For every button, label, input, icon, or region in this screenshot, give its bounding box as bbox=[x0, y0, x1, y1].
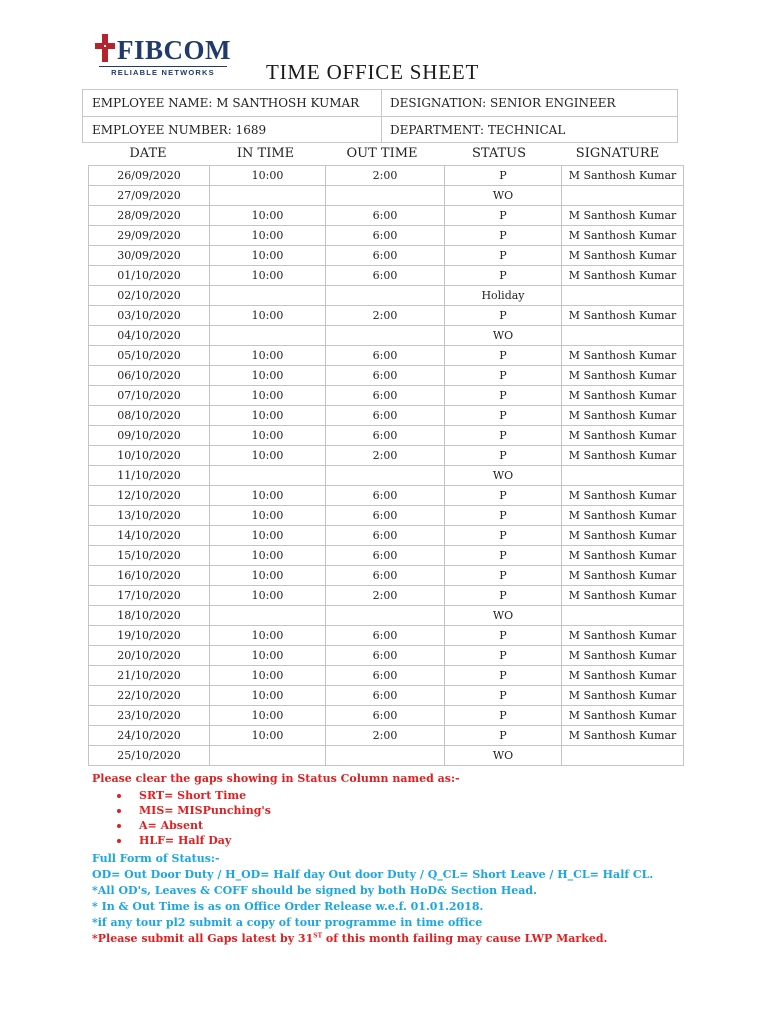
cell-signature: M Santhosh Kumar bbox=[562, 506, 684, 526]
cell-status: P bbox=[445, 526, 562, 546]
header-out-time: OUT TIME bbox=[346, 146, 418, 161]
table-row bbox=[89, 226, 684, 246]
cell-in-time: 10:00 bbox=[210, 586, 326, 606]
cell-signature: M Santhosh Kumar bbox=[562, 566, 684, 586]
employee-department: DEPARTMENT: TECHNICAL bbox=[390, 123, 566, 137]
table-row bbox=[89, 286, 684, 306]
cell-in-time bbox=[210, 606, 326, 626]
cell-signature: M Santhosh Kumar bbox=[562, 206, 684, 226]
cell-in-time: 10:00 bbox=[210, 506, 326, 526]
cell-out-time: 6:00 bbox=[326, 246, 445, 266]
cell-in-time: 10:00 bbox=[210, 486, 326, 506]
header-in-time: IN TIME bbox=[236, 146, 295, 161]
cell-status: P bbox=[445, 366, 562, 386]
cell-date: 17/10/2020 bbox=[89, 586, 210, 606]
cell-out-time: 6:00 bbox=[326, 626, 445, 646]
cell-out-time: 2:00 bbox=[326, 166, 445, 186]
cell-status: P bbox=[445, 346, 562, 366]
table-row bbox=[89, 626, 684, 646]
cell-status: WO bbox=[445, 746, 562, 766]
cell-signature: M Santhosh Kumar bbox=[562, 366, 684, 386]
table-header bbox=[82, 146, 682, 164]
cell-status: P bbox=[445, 226, 562, 246]
cell-out-time bbox=[326, 606, 445, 626]
cell-signature: M Santhosh Kumar bbox=[562, 246, 684, 266]
table-row bbox=[89, 426, 684, 446]
cell-signature: M Santhosh Kumar bbox=[562, 546, 684, 566]
cell-status: P bbox=[445, 446, 562, 466]
cell-out-time: 2:00 bbox=[326, 726, 445, 746]
cell-date: 30/09/2020 bbox=[89, 246, 210, 266]
cell-date: 28/09/2020 bbox=[89, 206, 210, 226]
cell-out-time: 2:00 bbox=[326, 446, 445, 466]
bullet-text: A= Absent bbox=[139, 819, 204, 832]
header-date: DATE bbox=[129, 146, 167, 161]
cell-out-time: 6:00 bbox=[326, 566, 445, 586]
cell-in-time: 10:00 bbox=[210, 426, 326, 446]
cell-out-time: 6:00 bbox=[326, 546, 445, 566]
info-divider-horizontal bbox=[83, 116, 677, 117]
page-title: TIME OFFICE SHEET bbox=[266, 60, 480, 84]
cell-out-time: 6:00 bbox=[326, 706, 445, 726]
cell-status: P bbox=[445, 646, 562, 666]
cell-date: 07/10/2020 bbox=[89, 386, 210, 406]
cell-date: 13/10/2020 bbox=[89, 506, 210, 526]
cell-in-time: 10:00 bbox=[210, 266, 326, 286]
cell-date: 25/10/2020 bbox=[89, 746, 210, 766]
cell-date: 22/10/2020 bbox=[89, 686, 210, 706]
cell-signature: M Santhosh Kumar bbox=[562, 306, 684, 326]
table-row bbox=[89, 686, 684, 706]
cell-in-time: 10:00 bbox=[210, 726, 326, 746]
cell-signature: M Santhosh Kumar bbox=[562, 486, 684, 506]
cell-signature: M Santhosh Kumar bbox=[562, 346, 684, 366]
bullet-icon bbox=[117, 824, 121, 828]
cell-status: P bbox=[445, 686, 562, 706]
table-row bbox=[89, 206, 684, 226]
cell-date: 11/10/2020 bbox=[89, 466, 210, 486]
table-row bbox=[89, 266, 684, 286]
cell-out-time: 2:00 bbox=[326, 586, 445, 606]
cell-in-time: 10:00 bbox=[210, 646, 326, 666]
cell-out-time: 2:00 bbox=[326, 306, 445, 326]
employee-info-box bbox=[82, 89, 678, 143]
cell-date: 20/10/2020 bbox=[89, 646, 210, 666]
table-row bbox=[89, 726, 684, 746]
cell-signature bbox=[562, 186, 684, 206]
cell-status: P bbox=[445, 506, 562, 526]
cell-signature: M Santhosh Kumar bbox=[562, 266, 684, 286]
cell-in-time: 10:00 bbox=[210, 666, 326, 686]
cell-date: 23/10/2020 bbox=[89, 706, 210, 726]
cell-in-time: 10:00 bbox=[210, 686, 326, 706]
cell-in-time bbox=[210, 286, 326, 306]
cell-in-time: 10:00 bbox=[210, 206, 326, 226]
cell-status: P bbox=[445, 706, 562, 726]
cell-in-time bbox=[210, 326, 326, 346]
header-signature: SIGNATURE bbox=[575, 146, 660, 161]
table-row bbox=[89, 566, 684, 586]
cell-date: 18/10/2020 bbox=[89, 606, 210, 626]
logo-divider bbox=[99, 66, 227, 67]
note-tour: *if any tour pl2 submit a copy of tour programme in time office bbox=[92, 916, 483, 929]
cell-signature: M Santhosh Kumar bbox=[562, 426, 684, 446]
cell-out-time: 6:00 bbox=[326, 686, 445, 706]
cell-out-time: 6:00 bbox=[326, 486, 445, 506]
cell-signature: M Santhosh Kumar bbox=[562, 446, 684, 466]
cell-date: 06/10/2020 bbox=[89, 366, 210, 386]
cell-out-time: 6:00 bbox=[326, 266, 445, 286]
cell-in-time bbox=[210, 186, 326, 206]
cell-out-time bbox=[326, 746, 445, 766]
employee-name: EMPLOYEE NAME: M SANTHOSH KUMAR bbox=[92, 96, 360, 110]
logo-cross-icon bbox=[95, 34, 115, 62]
cell-out-time bbox=[326, 326, 445, 346]
table-row bbox=[89, 306, 684, 326]
cell-status: P bbox=[445, 726, 562, 746]
cell-date: 24/10/2020 bbox=[89, 726, 210, 746]
cell-date: 05/10/2020 bbox=[89, 346, 210, 366]
table-row bbox=[89, 346, 684, 366]
logo-name: FIBCOM bbox=[117, 35, 231, 65]
cell-out-time: 6:00 bbox=[326, 206, 445, 226]
cell-out-time bbox=[326, 466, 445, 486]
bullet-icon bbox=[117, 839, 121, 843]
cell-date: 16/10/2020 bbox=[89, 566, 210, 586]
cell-out-time: 6:00 bbox=[326, 366, 445, 386]
table-row bbox=[89, 446, 684, 466]
cell-out-time bbox=[326, 286, 445, 306]
cell-status: P bbox=[445, 266, 562, 286]
table-row bbox=[89, 326, 684, 346]
cell-status: P bbox=[445, 166, 562, 186]
cell-in-time: 10:00 bbox=[210, 346, 326, 366]
cell-out-time: 6:00 bbox=[326, 506, 445, 526]
cell-status: WO bbox=[445, 466, 562, 486]
note-submit-sup: ST bbox=[313, 932, 323, 940]
cell-status: WO bbox=[445, 326, 562, 346]
note-submit-suffix: of this month failing may cause LWP Marked. bbox=[322, 932, 608, 945]
cell-out-time: 6:00 bbox=[326, 426, 445, 446]
cell-date: 21/10/2020 bbox=[89, 666, 210, 686]
table-row bbox=[89, 546, 684, 566]
table-row bbox=[89, 186, 684, 206]
bullet-text: HLF= Half Day bbox=[139, 834, 232, 847]
cell-status: P bbox=[445, 626, 562, 646]
header-status: STATUS bbox=[471, 146, 527, 161]
company-logo bbox=[95, 32, 235, 80]
attendance-table bbox=[88, 165, 684, 766]
table-row bbox=[89, 246, 684, 266]
cell-status: P bbox=[445, 666, 562, 686]
employee-designation: DESIGNATION: SENIOR ENGINEER bbox=[390, 96, 616, 110]
employee-number: EMPLOYEE NUMBER: 1689 bbox=[92, 123, 267, 137]
cell-status: P bbox=[445, 206, 562, 226]
cell-signature bbox=[562, 746, 684, 766]
cell-in-time: 10:00 bbox=[210, 406, 326, 426]
table-row bbox=[89, 526, 684, 546]
cell-signature: M Santhosh Kumar bbox=[562, 406, 684, 426]
table-row bbox=[89, 586, 684, 606]
cell-signature: M Santhosh Kumar bbox=[562, 526, 684, 546]
cell-date: 02/10/2020 bbox=[89, 286, 210, 306]
cell-in-time: 10:00 bbox=[210, 706, 326, 726]
cell-signature: M Santhosh Kumar bbox=[562, 166, 684, 186]
cell-signature bbox=[562, 466, 684, 486]
cell-status: P bbox=[445, 406, 562, 426]
note-submit-prefix: *Please submit all Gaps latest by 31 bbox=[92, 932, 314, 945]
table-row bbox=[89, 606, 684, 626]
cell-status: P bbox=[445, 486, 562, 506]
cell-signature: M Santhosh Kumar bbox=[562, 686, 684, 706]
cell-out-time: 6:00 bbox=[326, 346, 445, 366]
table-row bbox=[89, 366, 684, 386]
cell-signature: M Santhosh Kumar bbox=[562, 626, 684, 646]
cell-signature bbox=[562, 606, 684, 626]
cell-status: WO bbox=[445, 186, 562, 206]
cell-out-time: 6:00 bbox=[326, 666, 445, 686]
cell-date: 29/09/2020 bbox=[89, 226, 210, 246]
cell-date: 09/10/2020 bbox=[89, 426, 210, 446]
cell-out-time: 6:00 bbox=[326, 406, 445, 426]
cell-in-time: 10:00 bbox=[210, 166, 326, 186]
cell-signature: M Santhosh Kumar bbox=[562, 666, 684, 686]
cell-date: 26/09/2020 bbox=[89, 166, 210, 186]
gaps-heading: Please clear the gaps showing in Status Column named as:- bbox=[92, 772, 460, 785]
full-form-text: OD= Out Door Duty / H_OD= Half day Out door Duty / Q_CL= Short Leave / H_CL= Half CL. bbox=[92, 868, 654, 881]
cell-status: Holiday bbox=[445, 286, 562, 306]
cell-out-time: 6:00 bbox=[326, 386, 445, 406]
cell-in-time: 10:00 bbox=[210, 626, 326, 646]
cell-status: P bbox=[445, 566, 562, 586]
cell-status: P bbox=[445, 426, 562, 446]
bullet-text: MIS= MISPunching's bbox=[139, 804, 271, 817]
cell-in-time bbox=[210, 746, 326, 766]
cell-in-time: 10:00 bbox=[210, 306, 326, 326]
cell-in-time: 10:00 bbox=[210, 246, 326, 266]
cell-date: 10/10/2020 bbox=[89, 446, 210, 466]
table-row bbox=[89, 386, 684, 406]
bullet-icon bbox=[117, 794, 121, 798]
cell-in-time bbox=[210, 466, 326, 486]
cell-in-time: 10:00 bbox=[210, 366, 326, 386]
table-row bbox=[89, 486, 684, 506]
bullet-icon bbox=[117, 809, 121, 813]
cell-in-time: 10:00 bbox=[210, 546, 326, 566]
cell-signature bbox=[562, 286, 684, 306]
cell-out-time: 6:00 bbox=[326, 646, 445, 666]
full-form-heading: Full Form of Status:- bbox=[92, 852, 220, 865]
cell-status: P bbox=[445, 246, 562, 266]
logo-tagline: RELIABLE NETWORKS bbox=[111, 68, 215, 77]
cell-date: 01/10/2020 bbox=[89, 266, 210, 286]
cell-in-time: 10:00 bbox=[210, 526, 326, 546]
table-row bbox=[89, 166, 684, 186]
table-row bbox=[89, 706, 684, 726]
cell-date: 03/10/2020 bbox=[89, 306, 210, 326]
bullet-text: SRT= Short Time bbox=[139, 789, 247, 802]
cell-out-time bbox=[326, 186, 445, 206]
cell-signature: M Santhosh Kumar bbox=[562, 706, 684, 726]
cell-status: P bbox=[445, 586, 562, 606]
cell-in-time: 10:00 bbox=[210, 386, 326, 406]
cell-signature: M Santhosh Kumar bbox=[562, 586, 684, 606]
cell-out-time: 6:00 bbox=[326, 226, 445, 246]
table-row bbox=[89, 466, 684, 486]
cell-in-time: 10:00 bbox=[210, 446, 326, 466]
cell-date: 08/10/2020 bbox=[89, 406, 210, 426]
cell-signature: M Santhosh Kumar bbox=[562, 226, 684, 246]
cell-signature: M Santhosh Kumar bbox=[562, 646, 684, 666]
cell-date: 14/10/2020 bbox=[89, 526, 210, 546]
table-row bbox=[89, 646, 684, 666]
cell-status: P bbox=[445, 386, 562, 406]
cell-status: WO bbox=[445, 606, 562, 626]
table-row bbox=[89, 406, 684, 426]
cell-in-time: 10:00 bbox=[210, 226, 326, 246]
cell-date: 27/09/2020 bbox=[89, 186, 210, 206]
table-row bbox=[89, 666, 684, 686]
table-row bbox=[89, 746, 684, 766]
cell-date: 15/10/2020 bbox=[89, 546, 210, 566]
table-row bbox=[89, 506, 684, 526]
cell-date: 19/10/2020 bbox=[89, 626, 210, 646]
note-signed: *All OD's, Leaves & COFF should be signed by both HoD& Section Head. bbox=[92, 884, 537, 897]
note-in-out-time: * In & Out Time is as on Office Order Release w.e.f. 01.01.2018. bbox=[92, 900, 484, 913]
cell-date: 12/10/2020 bbox=[89, 486, 210, 506]
cell-signature bbox=[562, 326, 684, 346]
cell-status: P bbox=[445, 546, 562, 566]
cell-out-time: 6:00 bbox=[326, 526, 445, 546]
cell-signature: M Santhosh Kumar bbox=[562, 726, 684, 746]
cell-date: 04/10/2020 bbox=[89, 326, 210, 346]
cell-status: P bbox=[445, 306, 562, 326]
note-submit-gaps bbox=[92, 932, 607, 945]
cell-in-time: 10:00 bbox=[210, 566, 326, 586]
cell-signature: M Santhosh Kumar bbox=[562, 386, 684, 406]
